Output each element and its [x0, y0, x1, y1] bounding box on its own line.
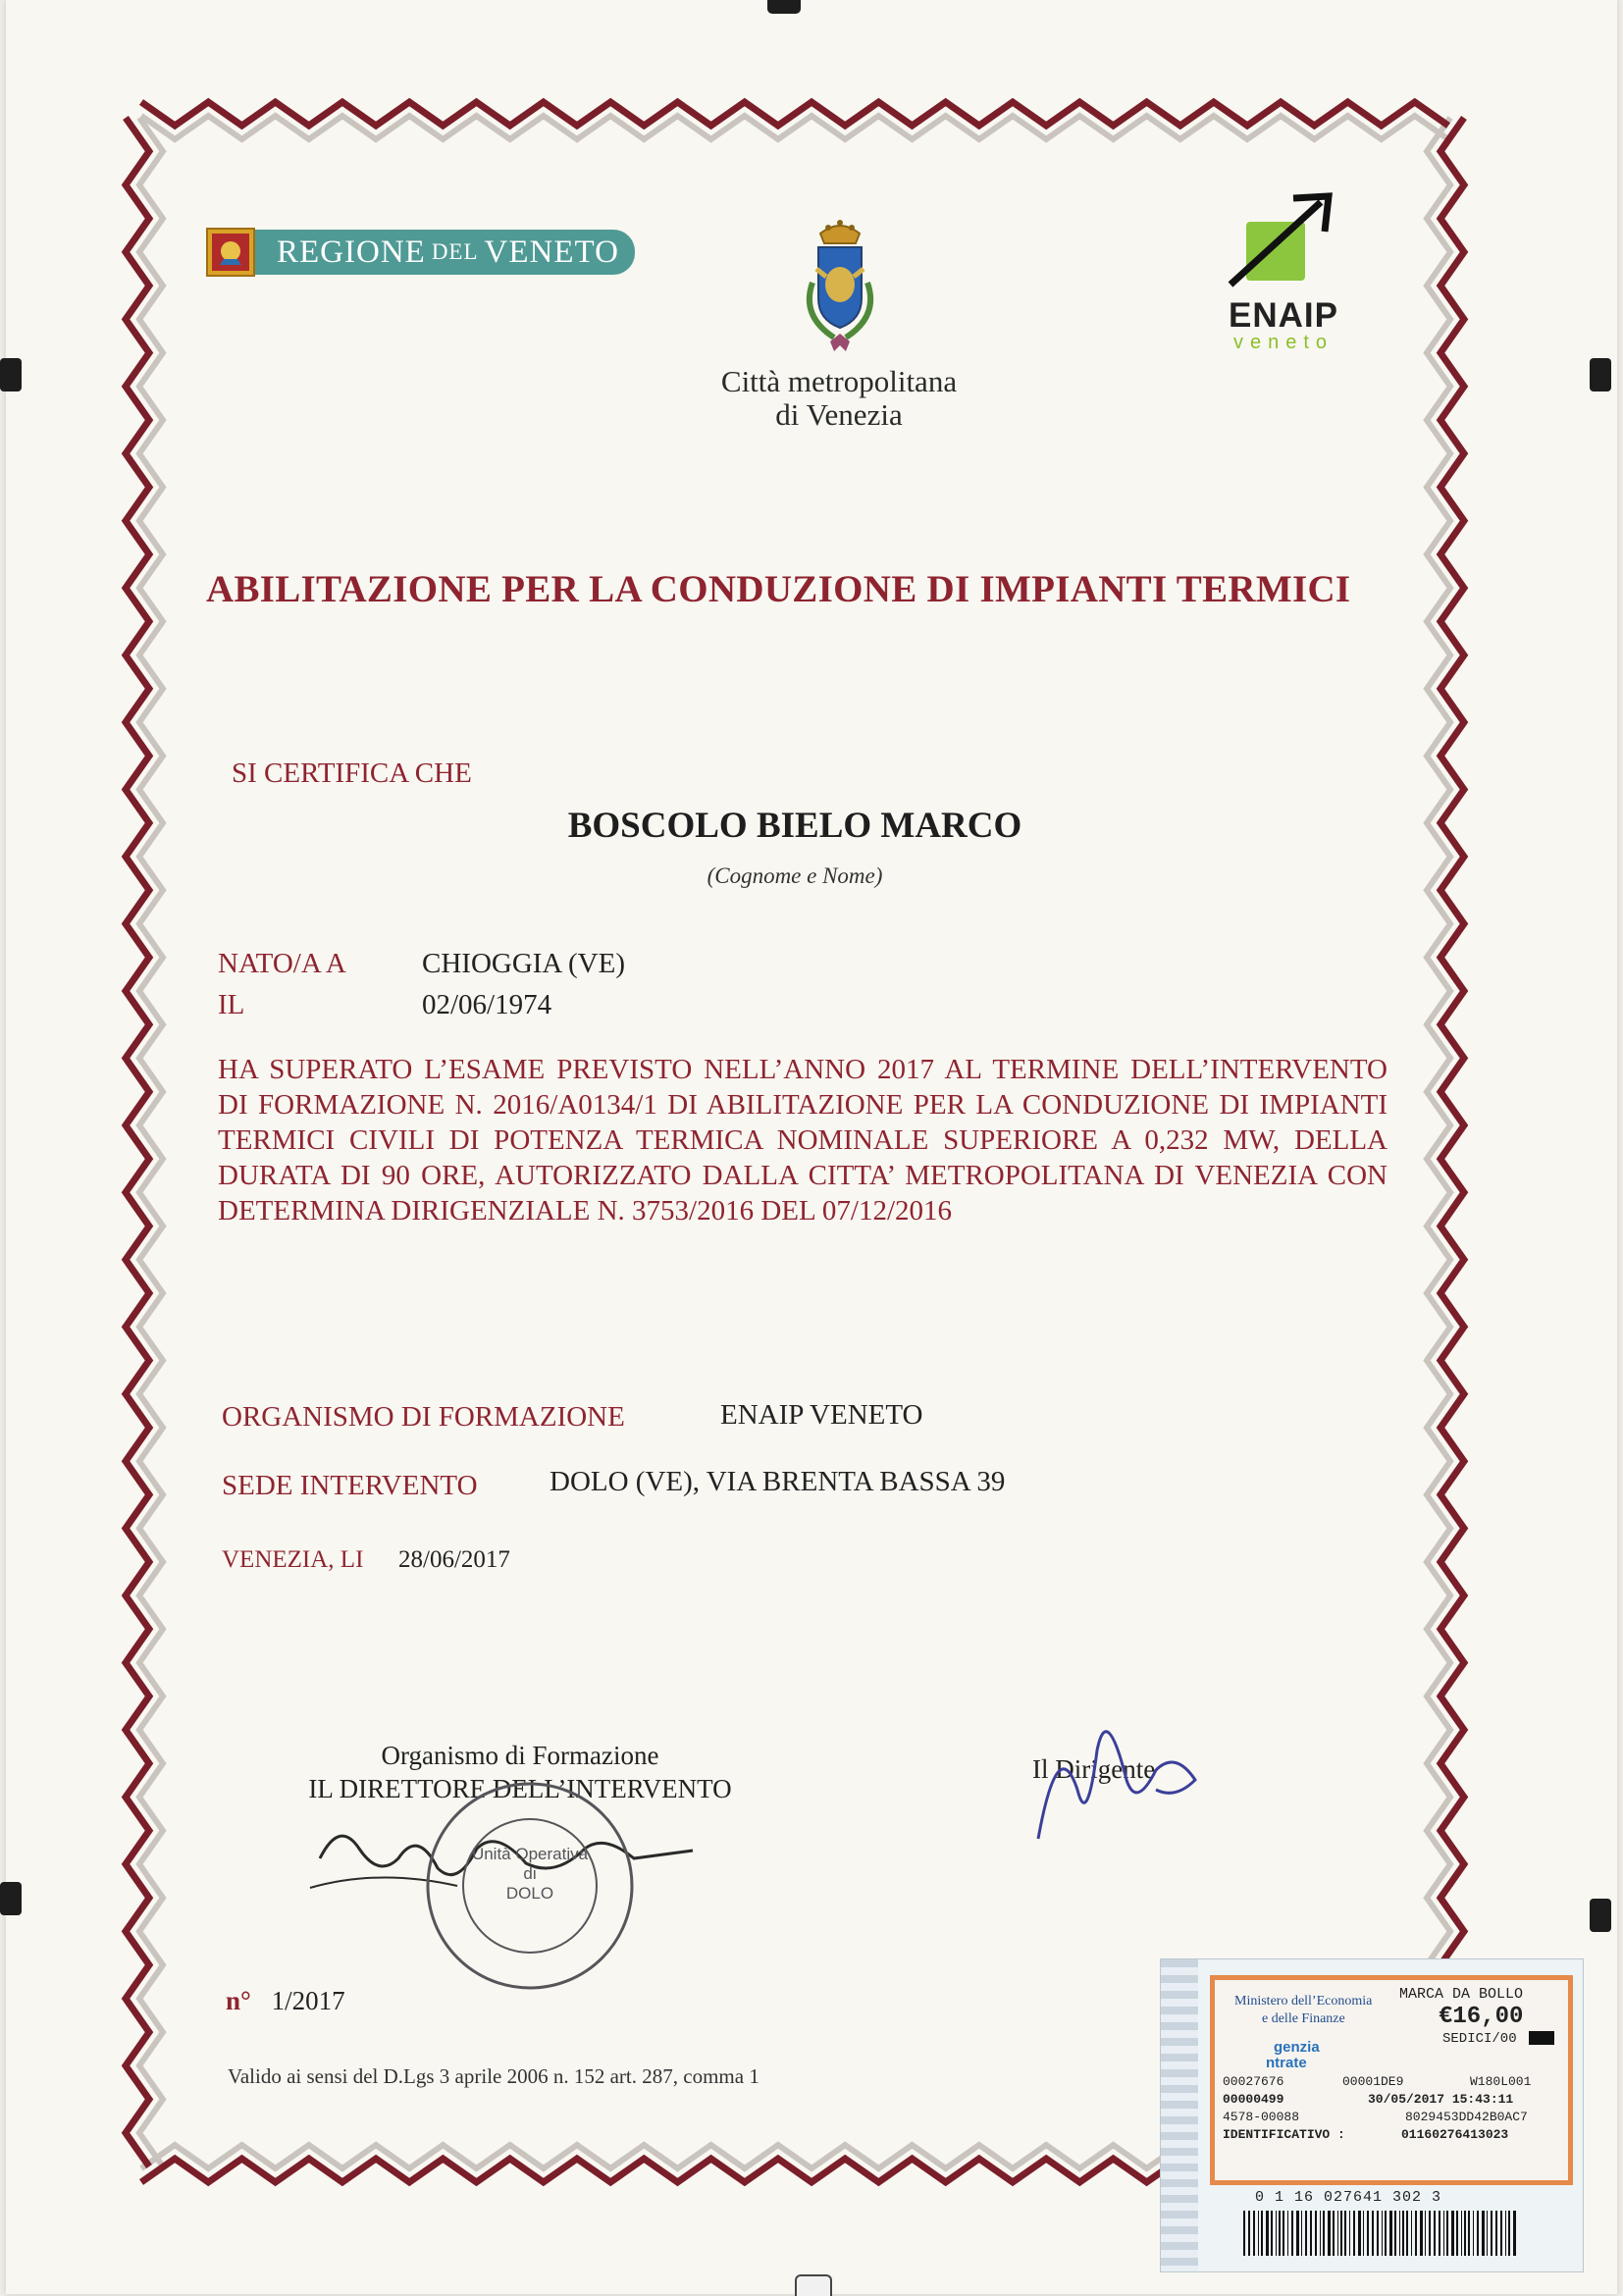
- barcode-bar: [1420, 2211, 1423, 2256]
- number-value: 1/2017: [271, 1986, 345, 2015]
- barcode-bar: [1305, 2211, 1307, 2256]
- organismo-value: ENAIP VENETO: [720, 1399, 923, 1431]
- certificate-title: ABILITAZIONE PER LA CONDUZIONE DI IMPIANTI TERMICI: [206, 568, 1351, 610]
- frame-clip-bottom: [795, 2274, 832, 2296]
- veneto-label: VENETO: [484, 234, 619, 270]
- barcode-bar: [1358, 2211, 1361, 2256]
- barcode-bar: [1349, 2211, 1350, 2256]
- stamp-code-6: 8029453DD42B0AC7: [1405, 2110, 1528, 2124]
- organismo-label: ORGANISMO DI FORMAZIONE: [222, 1401, 625, 1433]
- stamp-identificativo: 01160276413023: [1401, 2127, 1509, 2142]
- barcode-bar: [1461, 2211, 1462, 2256]
- barcode-bar: [1434, 2211, 1436, 2256]
- holder-name: BOSCOLO BIELO MARCO: [567, 806, 1022, 846]
- certifica-che-label: SI CERTIFICA CHE: [232, 757, 472, 789]
- barcode-bar: [1394, 2211, 1396, 2256]
- barcode-bar: [1328, 2211, 1331, 2256]
- lion-shield-icon: [206, 228, 255, 277]
- barcode-bar: [1258, 2211, 1259, 2256]
- barcode-bar: [1310, 2211, 1312, 2256]
- stamp-agency-1: genzia: [1274, 2039, 1320, 2056]
- stamp-code-1: 00027676: [1223, 2074, 1284, 2089]
- barcode-bar: [1315, 2211, 1317, 2256]
- venezia-coat-of-arms-icon: [791, 214, 889, 367]
- barcode-bar: [1320, 2211, 1321, 2256]
- barcode-bar: [1287, 2211, 1288, 2256]
- barcode-bar: [1402, 2211, 1404, 2256]
- stamp-barcode: [1243, 2211, 1518, 2256]
- regione-del-label: DEL: [431, 239, 479, 264]
- barcode-bar: [1363, 2211, 1364, 2256]
- barcode-bar: [1443, 2211, 1444, 2256]
- barcode-bar: [1279, 2211, 1281, 2256]
- seal-line-3: DOLO: [505, 1884, 554, 1903]
- seal-line-2: di: [523, 1864, 537, 1883]
- barcode-bar: [1508, 2211, 1510, 2256]
- stamp-ministry-2: e delle Finanze: [1262, 2011, 1345, 2026]
- barcode-bar: [1271, 2211, 1273, 2256]
- barcode-bar: [1291, 2211, 1293, 2256]
- born-value: CHIOGGIA (VE): [422, 948, 625, 979]
- barcode-bar: [1399, 2211, 1400, 2256]
- barcode-bar: [1464, 2211, 1466, 2256]
- stamp-agency-2: ntrate: [1266, 2055, 1307, 2071]
- barcode-bar: [1411, 2211, 1412, 2256]
- frame-clip-top: [767, 0, 801, 14]
- seal-line-1: Unità Operativa: [471, 1845, 589, 1863]
- regione-label: REGIONE: [277, 234, 426, 270]
- sig-left-line-1: Organismo di Formazione: [381, 1741, 659, 1770]
- stamp-security-strip: [1161, 1959, 1198, 2271]
- frame-clip-left-top: [0, 358, 22, 391]
- stamp-ministry-1: Ministero dell’Economia: [1234, 1994, 1373, 2009]
- barcode-bar: [1296, 2211, 1299, 2256]
- barcode-bar: [1276, 2211, 1277, 2256]
- barcode-bar: [1367, 2211, 1369, 2256]
- barcode-bar: [1446, 2211, 1448, 2256]
- barcode-bar: [1451, 2211, 1454, 2256]
- place-date-label: VENEZIA, LI: [222, 1546, 364, 1573]
- number-label: n°: [226, 1986, 251, 2015]
- barcode-bar: [1340, 2211, 1342, 2256]
- dirigente-label: Il Dirigente: [1032, 1754, 1156, 1784]
- barcode-bar: [1283, 2211, 1284, 2256]
- stamp-code-4: 00000499: [1223, 2092, 1284, 2107]
- barcode-bar: [1406, 2211, 1408, 2256]
- sig-left-line-2: IL DIRETTORE DELL’INTERVENTO: [308, 1774, 732, 1803]
- barcode-bar: [1491, 2211, 1492, 2256]
- barcode-bar: [1344, 2211, 1346, 2256]
- enaip-sub: veneto: [1232, 332, 1335, 353]
- barcode-bar: [1261, 2211, 1263, 2256]
- barcode-bar: [1482, 2211, 1485, 2256]
- barcode-bar: [1389, 2211, 1392, 2256]
- barcode-bar: [1477, 2211, 1479, 2256]
- stamp-datetime: 30/05/2017 15:43:11: [1368, 2092, 1514, 2107]
- stamp-type: MARCA DA BOLLO: [1399, 1986, 1524, 2003]
- born-label: NATO/A A: [218, 948, 346, 979]
- birth-date-value: 02/06/1974: [422, 989, 552, 1020]
- citta-line-2: di Venezia: [775, 397, 903, 432]
- barcode-bar: [1253, 2211, 1255, 2256]
- certificate-body: HA SUPERATO L’ESAME PREVISTO NELL’ANNO 2017 AL TERMINE DELL’INTERVENTO DI FORMAZIONE N. 2016/A0134/1 DI ABILITAZIONE PER LA CONDUZIONE DI IMPIANTI TERMICI CIVILI DI POTENZA TERMICA NOMINALE SUPERIORE A 0,232 MW, DELLA DURATA DI 90 ORE, AUTORIZZATO DALLA CITTA’ METROPOLITANA DI VENEZIA CON DETERMINA DIRIGENZIALE N. 3753/2016 DEL 07/12/2016: [218, 1054, 1387, 1226]
- validity-note: Valido ai sensi del D.Lgs 3 aprile 2006 n. 152 art. 287, comma 1: [228, 2064, 759, 2088]
- barcode-bar: [1456, 2211, 1458, 2256]
- barcode-bar: [1468, 2211, 1470, 2256]
- barcode-bar: [1382, 2211, 1383, 2256]
- barcode-bar: [1495, 2211, 1497, 2256]
- holder-name-caption: (Cognome e Nome): [707, 863, 883, 888]
- frame-clip-right-top: [1590, 358, 1611, 391]
- stamp-black-bar: [1529, 2031, 1554, 2045]
- sede-label: SEDE INTERVENTO: [222, 1470, 478, 1501]
- barcode-bar: [1505, 2211, 1506, 2256]
- barcode-bar: [1439, 2211, 1440, 2256]
- stamp-barcode-text: 0 1 16 027641 302 3: [1255, 2189, 1442, 2206]
- enaip-name: ENAIP: [1229, 296, 1338, 335]
- stamp-code-2: 00001DE9: [1342, 2074, 1404, 2089]
- regione-veneto-logo: [206, 228, 635, 277]
- barcode-bar: [1385, 2211, 1387, 2256]
- dirigente-signature: [1019, 1692, 1215, 1868]
- stamp-identificativo-label: IDENTIFICATIVO :: [1223, 2127, 1345, 2142]
- barcode-bar: [1266, 2211, 1269, 2256]
- dolo-seal: [422, 1778, 638, 1994]
- citta-metropolitana-label: [648, 365, 1030, 432]
- barcode-bar: [1337, 2211, 1338, 2256]
- stamp-code-5: 4578-00088: [1223, 2110, 1300, 2124]
- barcode-bar: [1243, 2211, 1245, 2256]
- certificate-number: [226, 1986, 345, 2016]
- barcode-bar: [1429, 2211, 1431, 2256]
- barcode-bar: [1415, 2211, 1417, 2256]
- barcode-bar: [1333, 2211, 1335, 2256]
- sede-value: DOLO (VE), VIA BRENTA BASSA 39: [550, 1466, 1006, 1497]
- barcode-bar: [1377, 2211, 1379, 2256]
- revenue-stamp: [1160, 1958, 1584, 2272]
- barcode-bar: [1353, 2211, 1355, 2256]
- barcode-bar: [1500, 2211, 1502, 2256]
- frame-clip-left-bottom: [0, 1882, 22, 1915]
- citta-line-1: Città metropolitana: [720, 364, 958, 398]
- stamp-amount: €16,00: [1439, 2004, 1524, 2030]
- barcode-bar: [1301, 2211, 1302, 2256]
- frame-clip-right-bottom: [1590, 1899, 1611, 1932]
- place-date-value: 28/06/2017: [398, 1546, 510, 1573]
- barcode-bar: [1513, 2211, 1516, 2256]
- stamp-code-3: W180L001: [1470, 2074, 1532, 2089]
- barcode-bar: [1487, 2211, 1488, 2256]
- birth-date-label: IL: [218, 989, 245, 1020]
- barcode-bar: [1323, 2211, 1325, 2256]
- barcode-bar: [1425, 2211, 1426, 2256]
- barcode-bar: [1473, 2211, 1474, 2256]
- enaip-arrow-icon: [1223, 192, 1340, 290]
- barcode-bar: [1248, 2211, 1250, 2256]
- stamp-amount-words: SEDICI/00: [1442, 2031, 1517, 2047]
- barcode-bar: [1372, 2211, 1374, 2256]
